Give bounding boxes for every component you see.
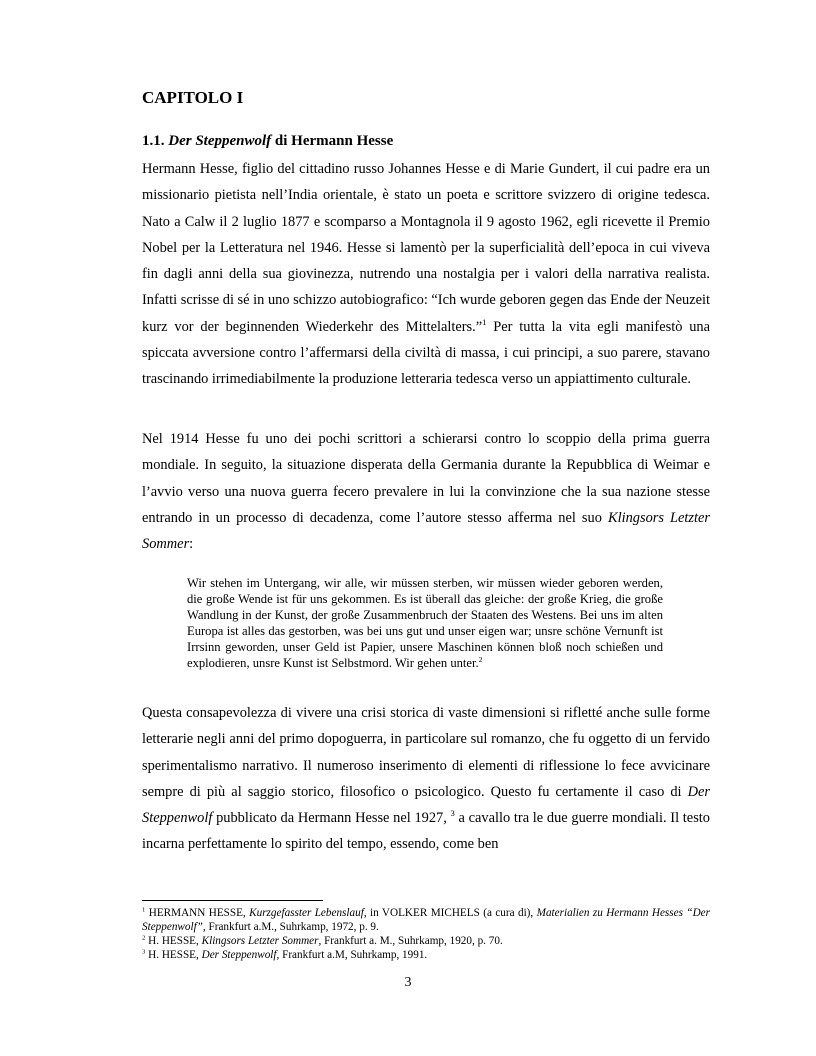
block-quote [187,575,663,672]
footnote-ref-3: 3 [450,808,455,819]
page-number: 3 [404,975,412,990]
footnote-2-text-a: H. HESSE, [145,935,202,947]
paragraph-2-text-b: : [189,536,194,553]
paragraph-3-text-a: Questa consapevolezza di vivere una crisi storica di vaste dimensioni si rifletté anche sulle forme letterarie negli anni del primo dopoguerra, in particolare sul romanzo, che fu oggetto di un fervido sperimentalismo narrativo. Il numeroso inserimento di elementi di riflessione lo fece avvicinare sempre di più al saggio storico, filosofico o psicologico. Questo fu certamente il caso di [142,705,710,800]
section-number: 1.1. [142,133,165,149]
footnote-1-number: 1 [142,906,146,914]
footnote-2-italic: Klingsors Letzter Sommer [201,935,319,947]
footnote-divider [142,900,323,901]
paragraph-2 [142,426,710,557]
footnote-3-italic: Der Steppenwolf, [201,949,280,961]
paragraph-3 [142,700,710,858]
footnote-3-text-b: Frankfurt a.M, Suhrkamp, 1991. [279,949,428,961]
footnote-2-number: 2 [142,934,146,942]
section-title-italic: Der Steppenwolf [168,133,272,149]
chapter-title: CAPITOLO I [142,88,244,107]
paragraph-2-text-a: Nel 1914 Hesse fu uno dei pochi scrittori a schierarsi contro lo scoppio della prima guerra mondiale. In seguito, la situazione disperata della Germania durante la Repubblica di Weimar e l’avvio verso una nuova guerra fecero prevalere in lui la convinzione che la sua nazione stesse entrando in un processo di decadenza, come l’autore stesso afferma nel suo [142,431,710,526]
paragraph-1-text-b: Per tutta la vita egli manifestò una spiccata avversione contro l’affermarsi della civiltà di massa, i cui principi, a suo parere, stavano trascinando irrimediabilmente la produzione letteraria tedesca verso un appiattimento culturale. [142,318,710,388]
footnote-1-text-a: HERMANN HESSE, [145,907,250,919]
footnote-1-italic-b: Materialien zu Hermann Hesses “Der Steppenwolf”, [142,907,710,933]
footnote-ref-1: 1 [482,316,487,327]
block-quote-text: Wir stehen im Untergang, wir alle, wir müssen sterben, wir müssen wieder geboren werden, die große Wende ist für uns gekommen. Es ist überall das gleiche: der große Krieg, die große Wandlung in der Kunst, der große Zusammenbruch der Staaten des Westens. Bei uns im alten Europa ist alles das gestorben, was bei uns gut und unser eigen war; unsre schöne Vernunft ist Irrsinn geworden, unser Geld ist Papier, unsere Maschinen können bloß noch schießen und explodieren, unsre Kunst ist Selbstmord. Wir gehen unter. [187,576,663,671]
footnote-3-number: 3 [142,948,146,956]
paragraph-1-text-a: Hermann Hesse, figlio del cittadino russo Johannes Hesse e di Marie Gundert, il cui padre era un missionario pietista nell’India orientale, è stato un poeta e scrittore svizzero di origine tedesca. Nato a Calw il 2 luglio 1877 e scomparso a Montagnola il 9 agosto 1962, egli ricevette il Premio Nobel per la Letteratura nel 1946. Hesse si lamentò per la superficialità dell’epoca in cui viveva fin dagli anni della sua giovinezza, nutrendo una nostalgia per i valori della narrativa realista. Infatti scrisse di sé in uno schizzo autobiografico: “Ich wurde geboren gegen das Ende der Neuzeit kurz vor der beginnenden Wiederkehr des Mittelalters.” [142,161,710,335]
footnote-1 [142,906,710,934]
paragraph-3-text-c: a cavallo tra le due guerre mondiali. Il testo incarna perfettamente lo spirito del tempo, essendo, come ben [142,810,710,853]
footnote-2-text-b: , Frankfurt a. M., Suhrkamp, 1920, p. 70. [318,935,503,947]
footnotes [142,906,710,962]
footnote-3-text-a: H. HESSE, [145,949,202,961]
footnote-1-italic-a: Kurzgefasster Lebenslauf [249,907,364,919]
paragraph-3-italic-title: Der Steppenwolf [142,783,710,827]
section-title-rest: di Hermann Hesse [271,133,394,149]
paragraph-1 [142,156,710,393]
footnote-ref-2: 2 [478,655,483,665]
paragraph-3-text-b: pubblicato da Hermann Hesse nel 1927, [212,810,451,827]
paragraph-2-italic-title: Klingsors Letzter Sommer [142,509,710,553]
footnote-1-text-c: Frankfurt a.M., Suhrkamp, 1972, p. 9. [205,921,379,933]
footnote-1-text-b: , in VOLKER MICHELS (a cura di), [363,907,537,919]
section-heading [142,133,393,150]
footnote-3 [142,948,710,962]
footnote-2 [142,934,710,948]
